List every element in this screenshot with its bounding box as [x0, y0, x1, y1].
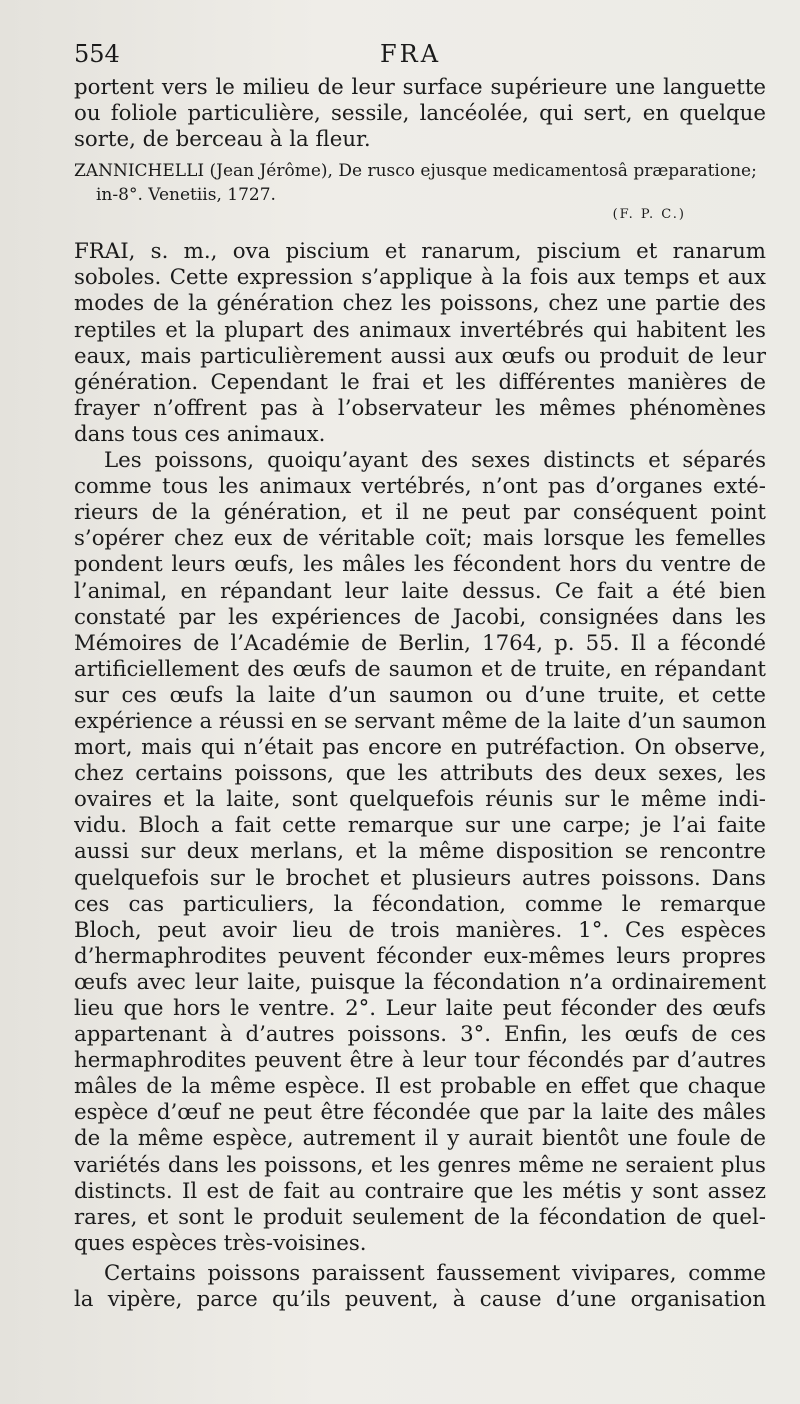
- text-line: ou foliole particulière, sessile, lancéolée, qui sert, en quelque: [74, 101, 766, 127]
- text-line: soboles. Cette expression s’applique à la fois aux temps et aux: [74, 265, 766, 291]
- text-line: rieurs de la génération, et il ne peut par conséquent point: [74, 500, 766, 526]
- text-line: Bloch, peut avoir lieu de trois manières. 1°. Ces espèces: [74, 917, 766, 943]
- bibliography-entry: [74, 159, 766, 229]
- text-line: mâles de la même espèce. Il est probable en effet que chaque: [74, 1074, 766, 1100]
- entry-headline: FRAI, s. m., ova piscium et ranarum, piscium et ranarum: [74, 239, 766, 265]
- text-line: lieu que hors le ventre. 2°. Leur laite peut féconder des œufs: [74, 996, 766, 1021]
- running-head: FRA: [380, 40, 442, 68]
- text-line: modes de la génération chez les poissons, chez une partie des: [74, 291, 766, 317]
- text-line: la vipère, parce qu’ils peuvent, à cause d’une organisation: [74, 1287, 766, 1313]
- text-line: frayer n’offrent pas à l’observateur les mêmes phénomènes: [74, 395, 766, 421]
- text-line: espèce d’œuf ne peut être fécondée que par la laite des mâles: [74, 1100, 766, 1126]
- text-line: reptiles et la plupart des animaux invertébrés qui habitent les: [74, 317, 766, 343]
- text-line: comme tous les animaux vertébrés, n’ont pas d’organes exté-: [74, 474, 766, 500]
- text-line: Les poissons, quoiqu’ayant des sexes distincts et séparés: [104, 448, 766, 474]
- text-line: artificiellement des œufs de saumon et de truite, en répandant: [74, 656, 766, 682]
- text-line: Certains poissons paraissent faussement vivipares, comme: [104, 1260, 766, 1286]
- text-line: ques espèces très-voisines.: [74, 1230, 367, 1256]
- text-line: quelquefois sur le brochet et plusieurs autres poissons. Dans: [74, 865, 766, 891]
- text-line: d’hermaphrodites peuvent féconder eux-mêmes leurs propres: [74, 943, 766, 969]
- page-number: 554: [74, 40, 120, 68]
- text-line: vidu. Bloch a fait cette remarque sur une carpe; je l’ai faite: [74, 813, 766, 839]
- text-line: pondent leurs œufs, les mâles les fécondent hors du ventre de: [74, 552, 766, 578]
- text-line: expérience a réussi en se servant même de la laite d’un saumon: [74, 708, 766, 734]
- page-header: [74, 40, 764, 72]
- text-line: hermaphrodites peuvent être à leur tour fécondés par d’autres: [74, 1048, 766, 1074]
- text-line: distincts. Il est de fait au contraire que les métis y sont assez: [74, 1178, 766, 1204]
- text-line: portent vers le milieu de leur surface supérieure une languette: [74, 75, 766, 100]
- author-signature: (F. P. C.): [612, 207, 686, 223]
- paragraph-poissons: [74, 448, 766, 1257]
- text-line: sur ces œufs la laite d’un saumon ou d’une truite, et cette: [74, 682, 766, 708]
- text-line: chez certains poissons, que les attributs des deux sexes, les: [74, 761, 766, 787]
- bibliography-line: ZANNICHELLI (Jean Jérôme), De rusco ejusque medicamentosâ præparatione;: [74, 161, 757, 182]
- text-line: eaux, mais particulièrement aussi aux œufs ou produit de leur: [74, 343, 766, 369]
- text-line: dans tous ces animaux.: [74, 421, 326, 447]
- text-line: de la même espèce, autrement il y aurait bientôt une foule de: [74, 1126, 766, 1152]
- text-line: œufs avec leur laite, puisque la fécondation n’a ordinairement: [74, 969, 766, 995]
- text-line: variétés dans les poissons, et les genres même ne seraient plus: [74, 1152, 766, 1178]
- text-line: s’opérer chez eux de véritable coït; mais lorsque les femelles: [74, 526, 766, 552]
- text-line: constaté par les expériences de Jacobi, consignées dans les: [74, 604, 766, 630]
- entry-frai: [74, 239, 766, 448]
- text-line: ovaires et la laite, sont quelquefois réunis sur le même indi-: [74, 787, 766, 813]
- text-line: ces cas particuliers, la fécondation, comme le remarque: [74, 891, 766, 917]
- text-line: l’animal, en répandant leur laite dessus. Ce fait a été bien: [74, 578, 766, 604]
- text-line: appartenant à d’autres poissons. 3°. Enfin, les œufs de ces: [74, 1022, 766, 1048]
- text-line: aussi sur deux merlans, et la même disposition se rencontre: [74, 839, 766, 865]
- text-line: génération. Cependant le frai et les différentes manières de: [74, 369, 766, 395]
- continuation-paragraph: [74, 75, 766, 153]
- page-body: [74, 75, 766, 1313]
- text-line: sorte, de berceau à la fleur.: [74, 127, 371, 153]
- bibliography-line: in-8°. Venetiis, 1727.: [96, 185, 276, 206]
- paragraph-vivipares: [74, 1261, 766, 1313]
- text-line: mort, mais qui n’était pas encore en putréfaction. On observe,: [74, 735, 766, 761]
- text-line: rares, et sont le produit seulement de la fécondation de quel-: [74, 1204, 766, 1230]
- text-line: Mémoires de l’Académie de Berlin, 1764, p. 55. Il a fécondé: [74, 630, 766, 656]
